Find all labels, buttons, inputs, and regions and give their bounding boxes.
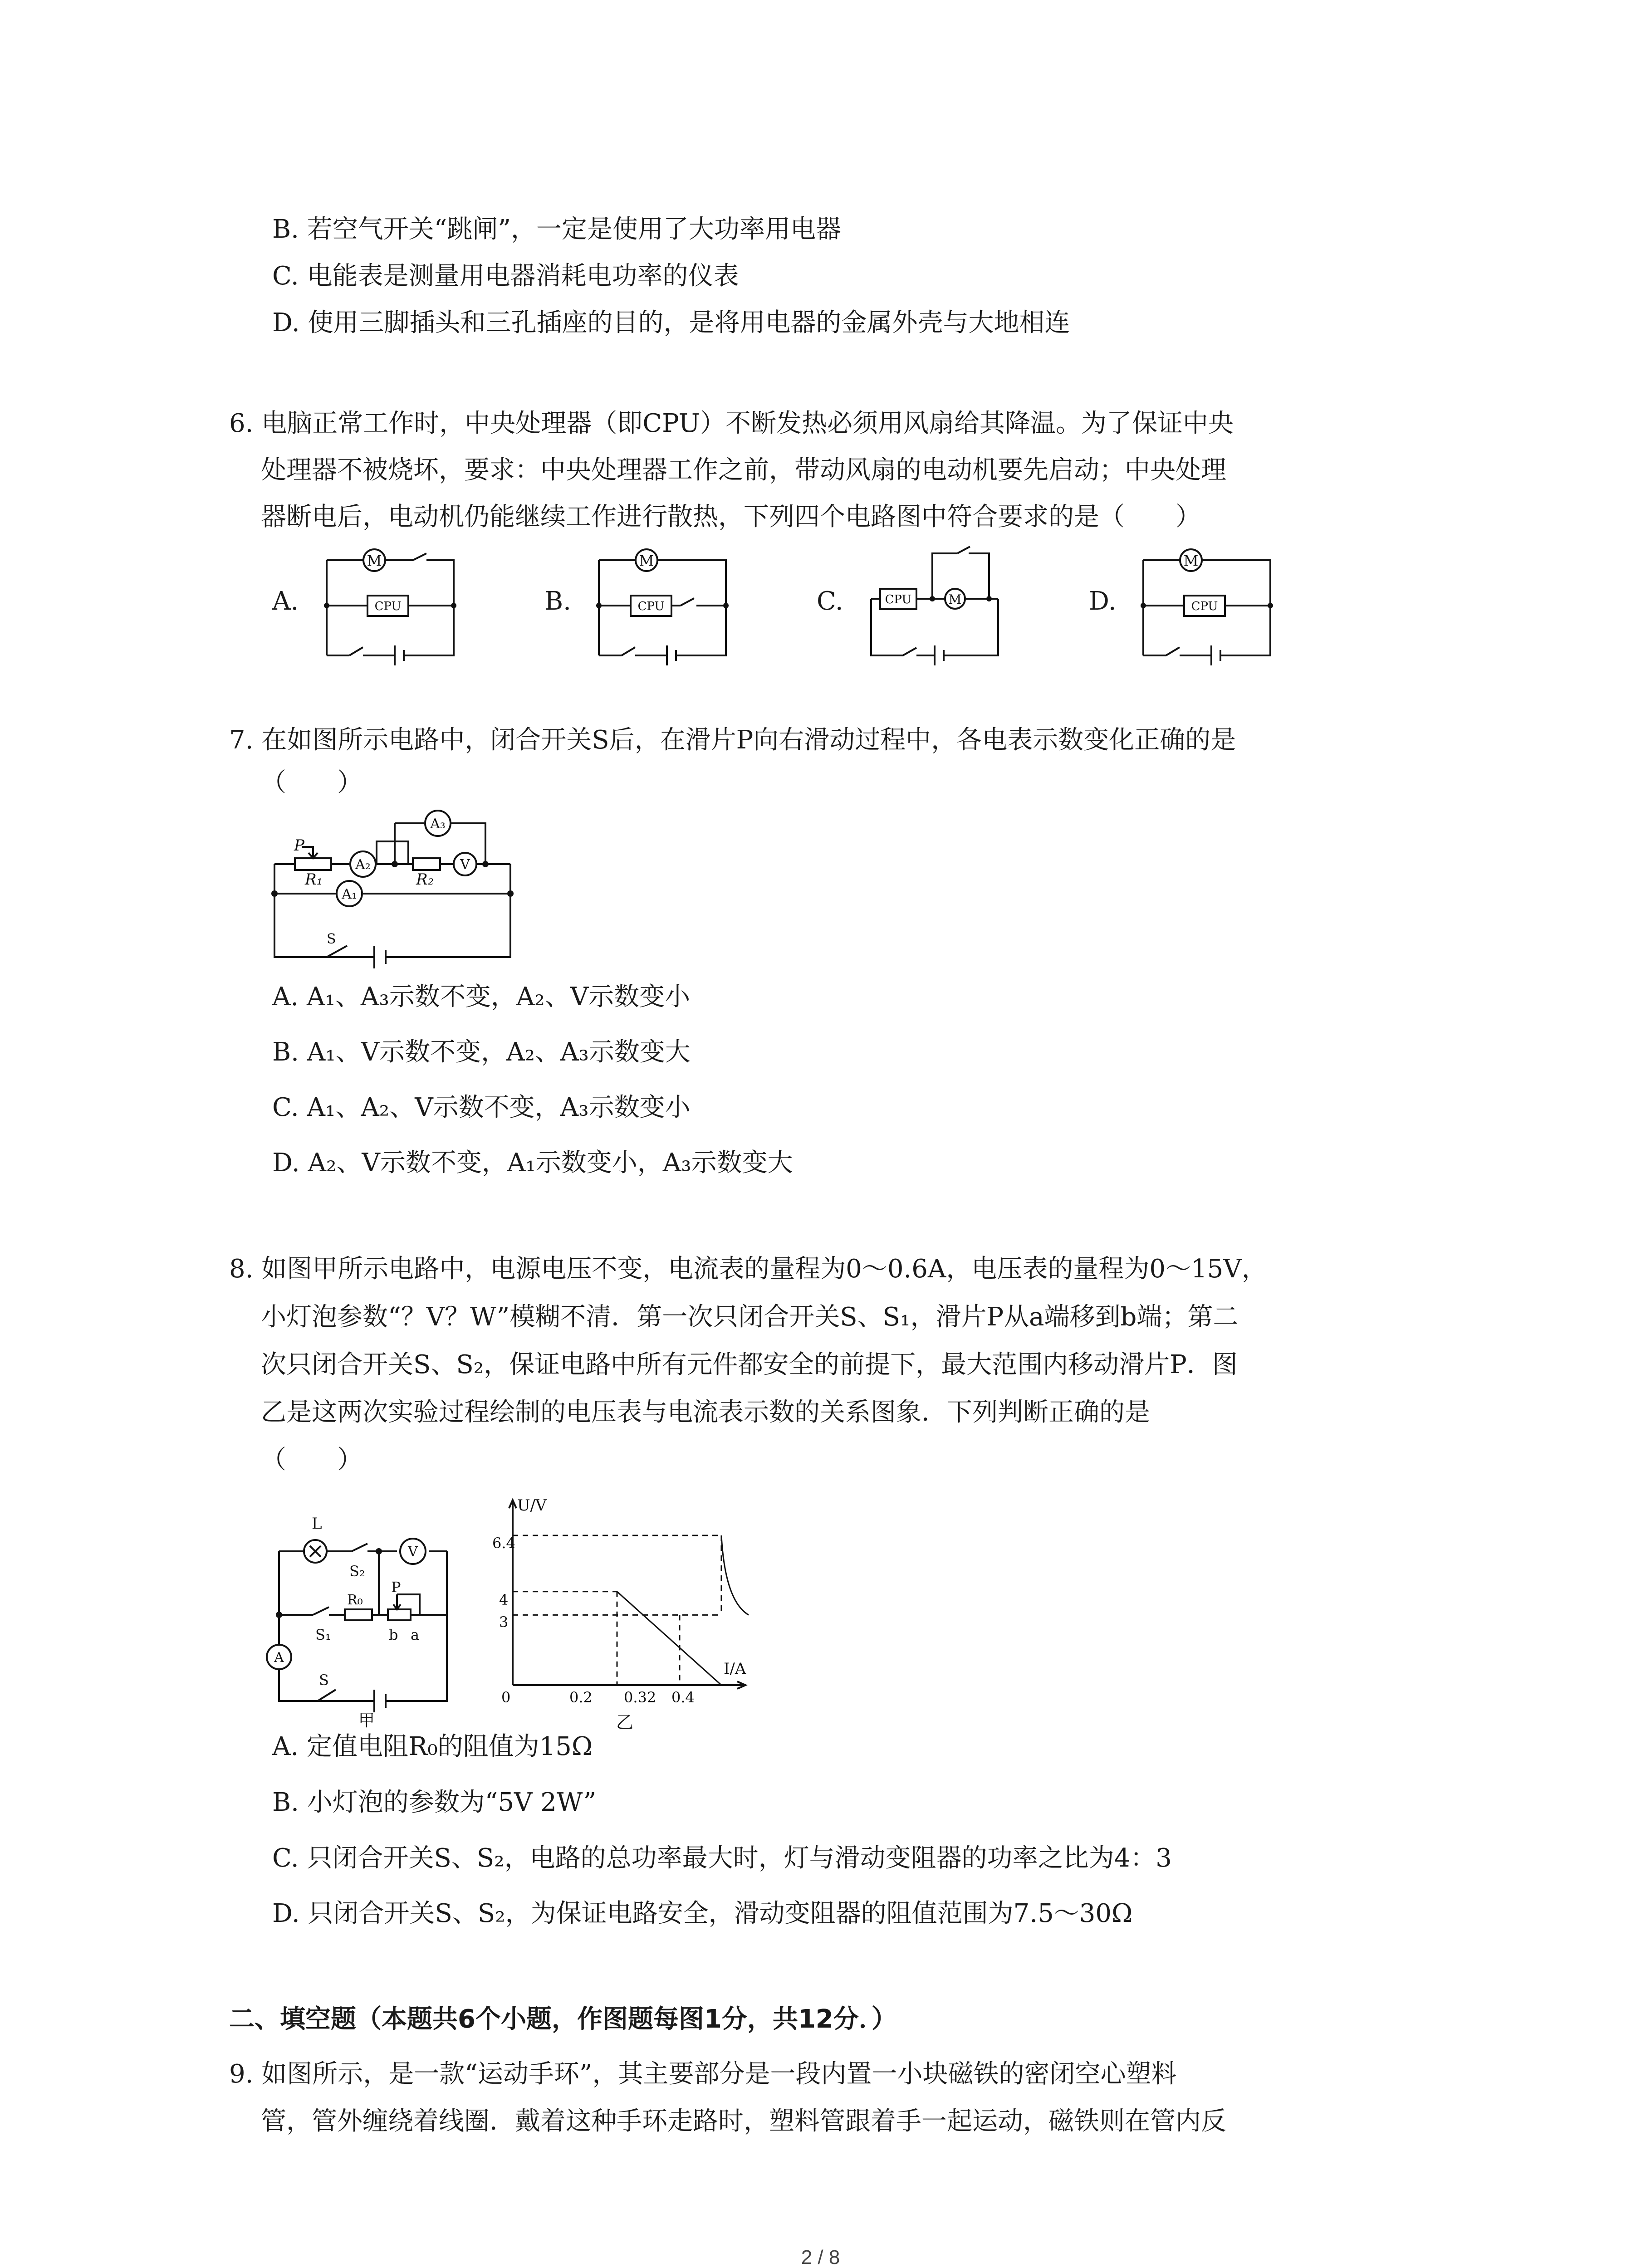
q7-a3-label: A₃ — [430, 816, 446, 832]
q8-circuit-jia — [261, 1508, 474, 1730]
graph-ytick-4: 4 — [499, 1591, 509, 1608]
q8-option-c: C. 只闭合开关S、S₂，电路的总功率最大时，灯与滑动变阻器的功率之比为4：3 — [272, 1843, 1172, 1873]
graph-ylabel: U/V — [517, 1496, 547, 1515]
q8-v-label: V — [408, 1544, 418, 1560]
graph-xtick-0.4: 0.4 — [671, 1689, 695, 1706]
q8-option-b: B. 小灯泡的参数为“5V 2W” — [272, 1788, 597, 1817]
q8-stem-line2: 小灯泡参数“？V？W”模糊不清．第一次只闭合开关S、S₁，滑片P从a端移到b端；第二 — [261, 1302, 1239, 1332]
q9-stem-line2: 管，管外缠绕着线圈．戴着这种手环走路时，塑料管跟着手一起运动，磁铁则在管内反 — [261, 2107, 1226, 2136]
q7-s-label: S — [327, 931, 336, 947]
q7-r1-label: R₁ — [305, 870, 323, 889]
graph-xtick-0.32: 0.32 — [624, 1689, 656, 1706]
q6-stem-line3: 器断电后，电动机仍能继续工作进行散热，下列四个电路图中符合要求的是（ ） — [261, 502, 1201, 532]
q7-circuit — [268, 814, 522, 964]
q6-circuit-d — [1134, 542, 1284, 658]
page-number: 2 / 8 — [801, 2246, 840, 2268]
q5-option-b: B. 若空气开关“跳闸”，一定是使用了大功率用电器 — [272, 215, 842, 244]
q7-stem-line2: （ ） — [261, 768, 362, 797]
q8-a-label: a — [411, 1626, 420, 1643]
graph-ytick-6.4: 6.4 — [492, 1535, 515, 1552]
q5-option-c: C. 电能表是测量用电器消耗电功率的仪表 — [272, 261, 739, 291]
q6-option-b-label: B. — [544, 587, 571, 616]
q8-r0-label: R₀ — [347, 1592, 363, 1608]
q6-stem-line1: 6. 电脑正常工作时，中央处理器（即CPU）不断发热必须用风扇给其降温。为了保证中央 — [229, 409, 1234, 438]
q7-a2-label: A₂ — [355, 857, 371, 873]
q8-stem-line1: 8. 如图甲所示电路中，电源电压不变，电流表的量程为0～0.6A，电压表的量程为0～15V， — [229, 1254, 1267, 1284]
q7-v-label: V — [460, 857, 470, 873]
q8-stem-line3: 次只闭合开关S、S₂，保证电路中所有元件都安全的前提下，最大范围内移动滑片P．图 — [261, 1350, 1238, 1379]
q7-option-d: D. A₂、V示数不变，A₁示数变小，A₃示数变大 — [272, 1148, 793, 1178]
q8-jia-caption: 甲 — [358, 1711, 375, 1730]
q5-option-d: D. 使用三脚插头和三孔插座的目的，是将用电器的金属外壳与大地相连 — [272, 308, 1070, 337]
q8-p-label: P — [391, 1579, 401, 1596]
q6-circuit-a — [318, 542, 467, 658]
q7-option-a: A. A₁、A₃示数不变，A₂、V示数变小 — [272, 982, 691, 1012]
q6a-cpu-label: CPU — [374, 600, 402, 613]
q7-a1-label: A₁ — [342, 886, 357, 902]
q7-stem-line1: 7. 在如图所示电路中，闭合开关S后，在滑片P向右滑动过程中，各电表示数变化正确的是 — [229, 725, 1236, 755]
q8-graph-yi — [472, 1490, 762, 1730]
q7-option-b: B. A₁、V示数不变，A₂、A₃示数变大 — [272, 1037, 691, 1067]
graph-xlabel: I/A — [724, 1660, 746, 1678]
q6c-cpu-label: CPU — [885, 593, 912, 606]
q8-s2-label: S₂ — [349, 1563, 365, 1580]
q7-r2-label: R₂ — [416, 870, 434, 889]
q6b-motor-symbol: M — [639, 552, 654, 569]
q8-l-label: L — [312, 1515, 322, 1533]
q8-s-label: S — [319, 1672, 329, 1689]
q6c-motor-symbol: M — [948, 592, 962, 607]
q8-ammeter-label: A — [274, 1650, 284, 1666]
q6-option-c-label: C. — [817, 587, 843, 616]
q6-circuit-b — [590, 542, 740, 658]
q7-p-label: P — [294, 836, 304, 855]
graph-origin: 0 — [501, 1689, 511, 1706]
q8-option-a: A. 定值电阻R₀的阻值为15Ω — [272, 1732, 593, 1761]
q8-stem-line4: 乙是这两次实验过程绘制的电压表与电流表示数的关系图象．下列判断正确的是 — [261, 1398, 1150, 1427]
q6d-motor-symbol: M — [1183, 552, 1199, 569]
series-curve — [721, 1535, 749, 1615]
q8-option-d: D. 只闭合开关S、S₂，为保证电路安全，滑动变阻器的阻值范围为7.5～30Ω — [272, 1899, 1133, 1928]
q8-stem-line5: （ ） — [261, 1445, 362, 1475]
graph-caption: 乙 — [616, 1712, 634, 1732]
q6b-cpu-label: CPU — [637, 600, 665, 613]
series-straight-line — [617, 1592, 721, 1685]
q7-option-c: C. A₁、A₂、V示数不变，A₃示数变小 — [272, 1093, 691, 1122]
graph-ytick-3: 3 — [499, 1613, 509, 1631]
q8-s1-label: S₁ — [315, 1626, 331, 1643]
section-2-heading: 二、填空题（本题共6个小题，作图题每图1分，共12分．） — [229, 2004, 897, 2034]
q6-option-d-label: D. — [1089, 587, 1117, 616]
q6d-cpu-label: CPU — [1191, 600, 1218, 613]
q6-stem-line2: 处理器不被烧坏，要求：中央处理器工作之前，带动风扇的电动机要先启动；中央处理 — [261, 455, 1226, 485]
q6-circuit-c — [862, 544, 1012, 658]
q9-stem-line1: 9. 如图所示，是一款“运动手环”，其主要部分是一段内置一小块磁铁的密闭空心塑料 — [229, 2059, 1177, 2089]
graph-xtick-0.2: 0.2 — [569, 1689, 593, 1706]
q8-b-label: b — [389, 1626, 398, 1643]
q6-option-a-label: A. — [272, 587, 299, 616]
q6a-motor-symbol: M — [367, 552, 382, 569]
